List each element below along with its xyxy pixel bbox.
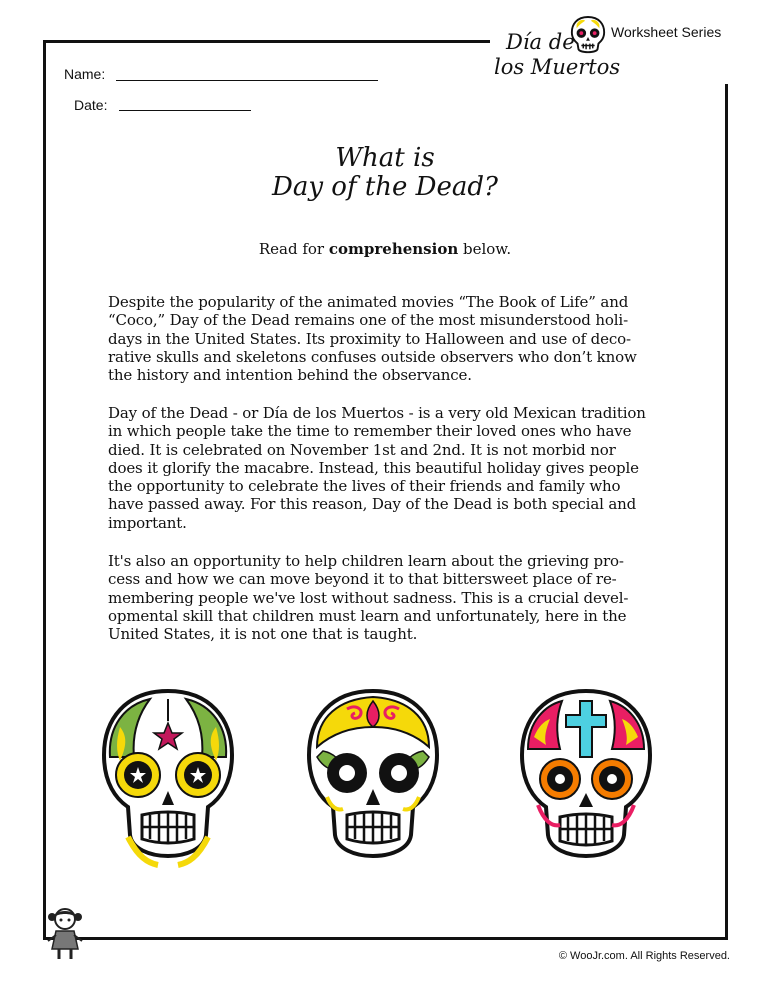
intro-after: below. xyxy=(458,240,512,258)
paragraph-line: important. xyxy=(108,513,187,532)
mascot-girl-icon xyxy=(46,905,84,961)
paragraph-line: in which people take the time to remember their loved ones who have xyxy=(108,422,632,441)
sugar-skull-swirl-icon xyxy=(303,687,443,882)
brand-line-2: los Muertos xyxy=(494,55,621,79)
paragraph-line: “Coco,” Day of the Dead remains one of the most misunderstood holi- xyxy=(108,311,628,330)
sugar-skull-logo-icon xyxy=(569,15,607,57)
paragraph-line: rative skulls and skeletons confuses outside observers who don’t know xyxy=(108,347,637,366)
paragraph-line: Day of the Dead - or Día de los Muertos - is a very old Mexican tradition xyxy=(108,404,646,422)
sugar-skull-cross-icon xyxy=(516,687,656,882)
date-field[interactable] xyxy=(119,110,251,111)
paragraph-1 xyxy=(108,293,678,384)
name-label: Name: xyxy=(64,66,106,82)
brand-line-1: Día de xyxy=(506,30,575,54)
paragraph-line: the history and intention behind the observance. xyxy=(108,366,472,385)
paragraph-line: United States, it is not one that is taught. xyxy=(108,625,418,644)
date-label: Date: xyxy=(74,97,108,113)
worksheet-series-label: Worksheet Series xyxy=(611,24,722,40)
intro-bold: comprehension xyxy=(328,240,459,258)
paragraph-line: It's also an opportunity to help children learn about the grieving pro- xyxy=(108,552,624,570)
intro-text xyxy=(0,240,770,258)
paragraph-line: died. It is celebrated on November 1st and 2nd. It is not morbid nor xyxy=(108,440,616,459)
copyright-text: © WooJr.com. All Rights Reserved. xyxy=(558,950,730,962)
paragraph-line: Despite the popularity of the animated movies “The Book of Life” and xyxy=(108,293,629,311)
paragraph-3 xyxy=(108,552,678,643)
paragraph-line: cess and how we can move beyond it to that bittersweet place of re- xyxy=(108,570,617,589)
paragraph-line: opmental skill that children must learn and unfortunately, here in the xyxy=(108,606,627,625)
paragraph-2 xyxy=(108,404,678,532)
page-title xyxy=(0,144,770,202)
intro-before: Read for xyxy=(258,240,329,258)
title-line-1: What is xyxy=(335,143,435,173)
paragraph-line: days in the United States. Its proximity to Halloween and use of deco- xyxy=(108,329,631,348)
paragraph-line: membering people we've lost without sadness. This is a crucial devel- xyxy=(108,588,629,607)
paragraph-line: the opportunity to celebrate the lives of their friends and family who xyxy=(108,477,621,496)
paragraph-line: does it glorify the macabre. Instead, this beautiful holiday gives people xyxy=(108,458,639,477)
title-line-2: Day of the Dead? xyxy=(271,172,498,202)
paragraph-line: have passed away. For this reason, Day of the Dead is both special and xyxy=(108,495,637,514)
name-field[interactable] xyxy=(116,80,378,81)
sugar-skull-star-icon xyxy=(98,687,238,882)
